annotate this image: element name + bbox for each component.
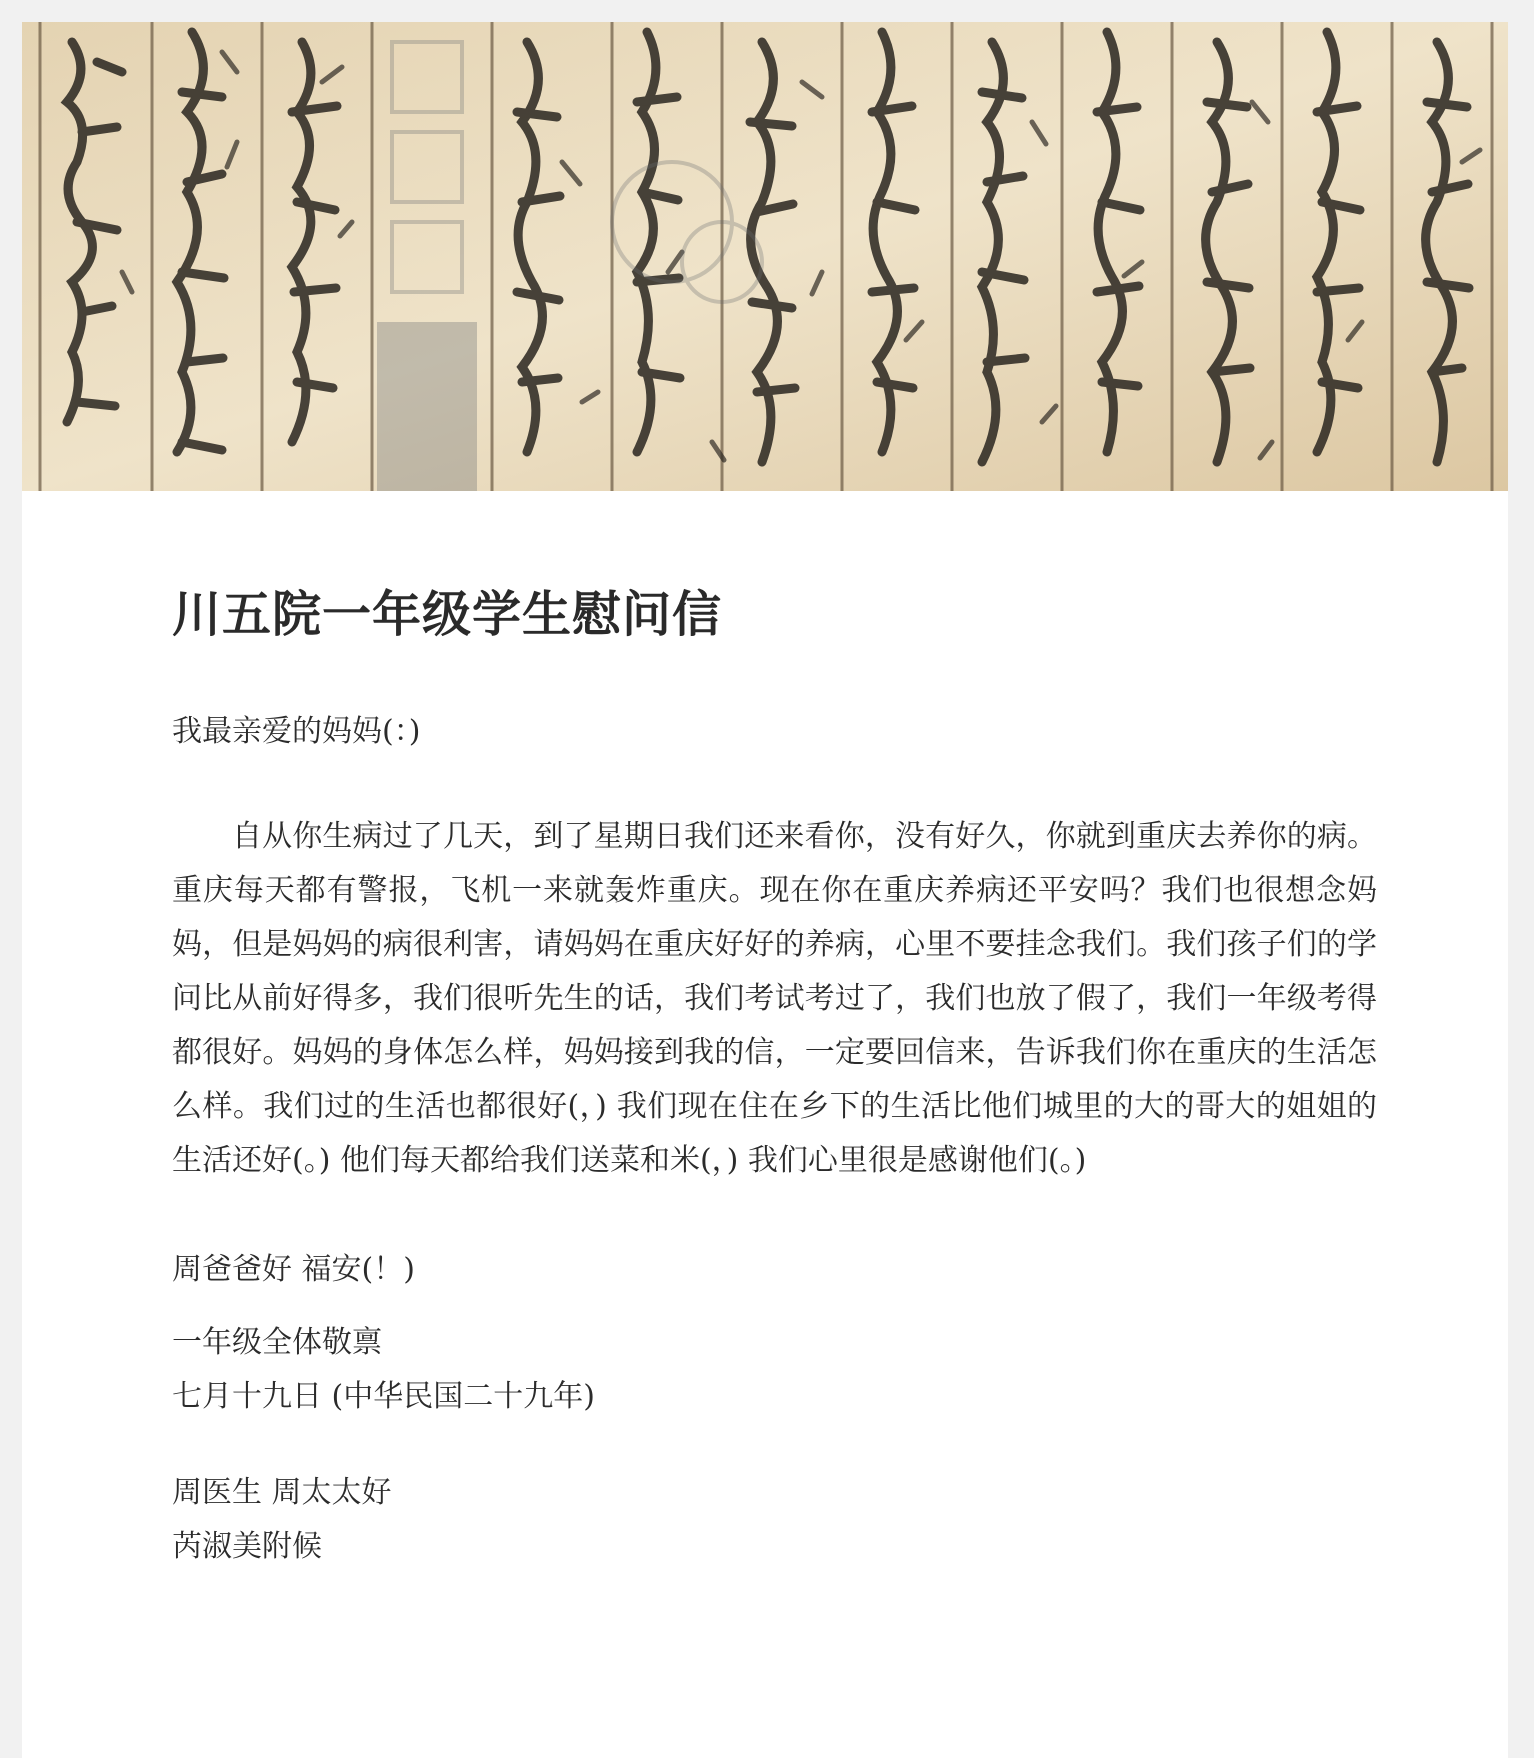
- handwritten-manuscript-image: [22, 22, 1508, 491]
- signature-line-1: 一年级全体敬禀: [172, 1325, 382, 1360]
- letter-salutation: 我最亲爱的妈妈(：): [172, 714, 421, 749]
- signature-date: 七月十九日 (中华民国二十九年): [172, 1379, 595, 1414]
- letter-card: [22, 22, 1508, 1758]
- letter-content: [172, 582, 1382, 1574]
- letter-body: 自从你生病过了几天，到了星期日我们还来看你，没有好久，你就到重庆去养你的病。重庆每天都有警报，飞机一来就轰炸重庆。现在你在重庆养病还平安吗？我们也很想念妈妈，但是妈妈的病很利害，请妈妈在重庆好好的养病，心里不要挂念我们。我们孩子们的学问比从前好得多，我们很听先生的话，我们考试考过了，我们也放了假了，我们一年级考得都很好。妈妈的身体怎么样，妈妈接到我的信，一定要回信来，告诉我们你在重庆的生活怎么样。我们过的生活也都很好(，) 我们现在住在乡下的生活比他们城里的大的哥大的姐姐的生活还好(。) 他们每天都给我们送菜和米(，) 我们心里很是感谢他们(。): [172, 819, 1377, 1178]
- letter-signature: [172, 1316, 1382, 1424]
- postscript-line-1: 周医生 周太太好: [172, 1475, 392, 1510]
- postscript-line-2: 芮淑美附候: [172, 1529, 322, 1564]
- letter-title: 川五院一年级学生慰问信: [172, 585, 723, 643]
- letter-closing: 周爸爸好 福安(！): [172, 1252, 415, 1287]
- letter-postscript: [172, 1466, 1382, 1574]
